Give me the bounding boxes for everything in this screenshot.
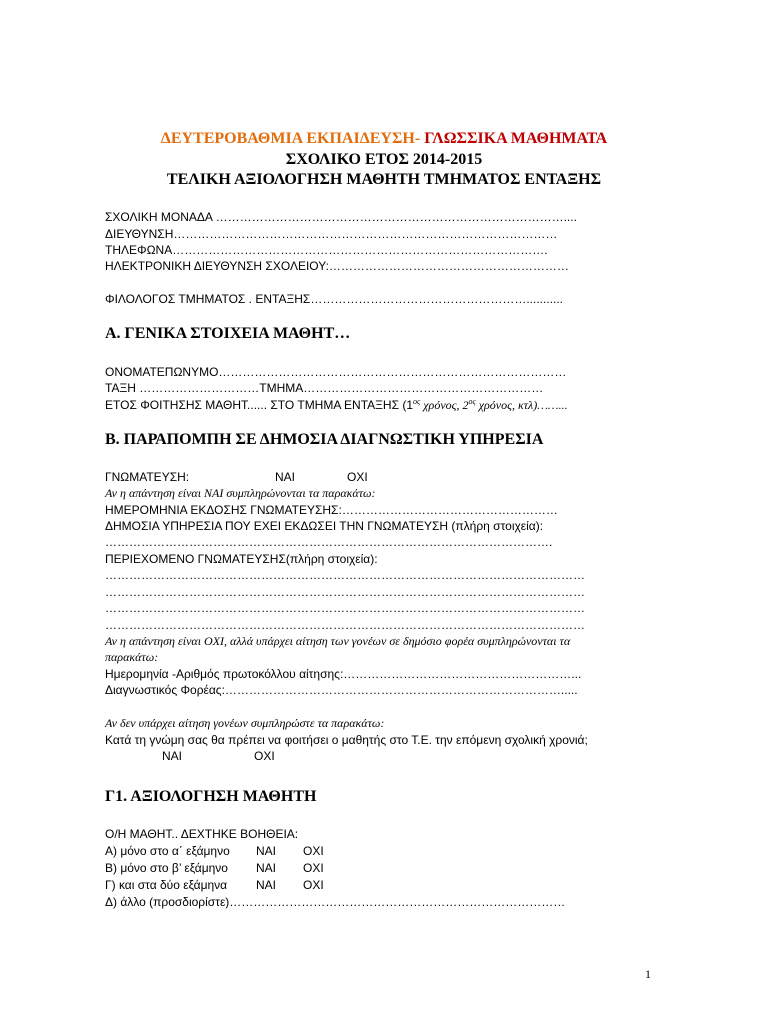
issue-date-field[interactable]: ΗΜΕΡΟΜΗΝΙΑ ΕΚΔΟΣΗΣ ΓΝΩΜΑΤΕΥΣΗΣ:……………………………………………… — [105, 503, 558, 517]
option-c-no[interactable]: ΟΧΙ — [303, 878, 324, 892]
ordinal-suffix-1: ος — [413, 397, 421, 406]
phones-field[interactable]: ΤΗΛΕΦΩΝΑ…………………………………………………………………………………. — [105, 243, 548, 257]
application-field[interactable]: Ημερομηνία -Αριθμός πρωτοκόλλου αίτησης:…………………………………………………... — [105, 667, 582, 681]
diagnosis-content-line-2[interactable]: ………………………………………………………………………………………………………… — [105, 585, 585, 599]
diagnosis-label: ΓΝΩΜΑΤΕΥΣΗ: — [105, 470, 190, 484]
if-no-instruction-line-1: Αν η απάντηση είναι ΟΧΙ, αλλά υπάρχει αίτηση των γονέων σε δημόσιο φορέα συμπληρώνονται τα — [105, 634, 571, 648]
teacher-field[interactable]: ΦΙΛΟΛΟΓΟΣ ΤΜΗΜΑΤΟΣ . ΕΝΤΑΞΗΣ………………………………………………........... — [105, 292, 564, 306]
diagnosis-content-line-1[interactable]: ………………………………………………………………………………………………………… — [105, 568, 585, 582]
class-section-field[interactable]: ΤΑΞΗ …………………………ΤΜΗΜΑ…………………………………………………… — [105, 381, 544, 395]
option-c-yes[interactable]: ΝΑΙ — [256, 878, 277, 892]
attendance-year-mid: χρόνος, 2 — [420, 398, 469, 412]
option-c-label: Γ) και στα δύο εξάμηνα — [105, 878, 228, 892]
school-year-title: ΣΧΟΛΙΚΟ ΕΤΟΣ 2014-2015 — [285, 151, 483, 168]
option-a-no[interactable]: ΟΧΙ — [303, 844, 324, 858]
diagnostic-body-field[interactable]: Διαγνωστικός Φορέας:…………………………………………………………………………..... — [105, 683, 578, 697]
fullname-field[interactable]: ΟΝΟΜΑΤΕΠΩΝΥΜΟ…………………………………………………………………………… — [105, 365, 567, 379]
attendance-year-suffix: χρόνος, κτλ)……... — [475, 398, 568, 412]
option-b-no[interactable]: ΟΧΙ — [303, 861, 324, 875]
page-number: 1 — [645, 967, 651, 981]
section-b-heading: Β. ΠΑΡΑΠΟΜΠΗ ΣΕ ΔΗΜΟΣΙΑ ΔΙΑΓΝΩΣΤΙΚΗ ΥΠΗΡΕΣΙΑ — [105, 431, 544, 448]
option-a-yes[interactable]: ΝΑΙ — [256, 844, 277, 858]
school-unit-field[interactable]: ΣΧΟΛΙΚΗ ΜΟΝΑΔΑ …………………………………………………………………………….... — [105, 210, 577, 224]
ordinal-suffix-2: ος — [468, 397, 476, 406]
diagnosis-no-option[interactable]: ΟΧΙ — [347, 470, 368, 484]
section-a-heading: Α. ΓΕΝΙΚΑ ΣΤΟΙΧΕΙΑ ΜΑΘΗΤ… — [105, 325, 351, 342]
no-application-instruction: Αν δεν υπάρχει αίτηση γονέων συμπληρώστε τα παρακάτω: — [105, 716, 385, 730]
section-g1-heading: Γ1. ΑΞΙΟΛΟΓΗΣΗ ΜΑΘΗΤΗ — [105, 788, 317, 805]
title-part-education: ΔΕΥΤΕΡΟΒΑΘΜΙΑ ΕΚΠΑΙΔΕΥΣΗ- — [160, 130, 421, 147]
school-email-field[interactable]: ΗΛΕΚΤΡΟΝΙΚΗ ΔΙΕΥΘΥΝΣΗ ΣΧΟΛΕΙΟΥ:…………………………………………………… — [105, 259, 569, 273]
if-no-instruction-line-2: παρακάτω: — [105, 650, 159, 664]
diagnosis-content-line-3[interactable]: ………………………………………………………………………………………………………… — [105, 601, 585, 615]
if-yes-instruction: Αν η απάντηση είναι ΝΑΙ συμπληρώνονται τα παρακάτω: — [105, 486, 376, 500]
public-service-field[interactable]: …………………………………………………………………………………………………. — [105, 535, 553, 549]
address-field[interactable]: ΔΙΕΥΘΥΝΣΗ…………………………………………………………………………………… — [105, 227, 558, 241]
diagnosis-content-label: ΠΕΡΙΕΧΟΜΕΝΟ ΓΝΩΜΑΤΕΥΣΗΣ(πλήρη στοιχεία): — [105, 552, 378, 566]
opinion-no-option[interactable]: ΟΧΙ — [254, 749, 275, 763]
public-service-label: ΔΗΜΟΣΙΑ ΥΠΗΡΕΣΙΑ ΠΟΥ ΕΧΕΙ ΕΚΔΩΣΕΙ ΤΗΝ ΓΝΩΜΑΤΕΥΣΗ (πλήρη στοιχεία): — [105, 519, 544, 533]
option-d-field[interactable]: Δ) άλλο (προσδιορίστε)………………………………………………………………………… — [105, 895, 566, 909]
diagnosis-yes-option[interactable]: ΝΑΙ — [275, 470, 296, 484]
opinion-yes-option[interactable]: ΝΑΙ — [162, 749, 183, 763]
option-a-label: Α) μόνο στο α΄ εξάμηνο — [105, 844, 230, 858]
diagnosis-content-line-4[interactable]: ………………………………………………………………………………………………………… — [105, 618, 585, 632]
evaluation-title: ΤΕΛΙΚΗ ΑΞΙΟΛΟΓΗΣΗ ΜΑΘΗΤΗ ΤΜΗΜΑΤΟΣ ΕΝΤΑΞΗΣ — [166, 171, 602, 188]
help-received-label: Ο/Η ΜΑΘΗΤ.. ΔΕΧΤΗΚΕ ΒΟΗΘΕΙΑ: — [105, 827, 299, 841]
attendance-year-prefix: ΕΤΟΣ ΦΟΙΤΗΣΗΣ ΜΑΘΗΤ...... ΣΤΟ ΤΜΗΜΑ ΕΝΤΑΞΗΣ (1 — [105, 398, 414, 412]
option-b-label: Β) μόνο στο β’ εξάμηνο — [105, 861, 228, 875]
option-b-yes[interactable]: ΝΑΙ — [256, 861, 277, 875]
attendance-year-field[interactable] — [105, 397, 568, 413]
title-line-1 — [0, 129, 768, 149]
title-part-subjects: ΓΛΩΣΣΙΚΑ ΜΑΘΗΜΑΤΑ — [420, 130, 608, 147]
opinion-question: Κατά τη γνώμη σας θα πρέπει να φοιτήσει ο μαθητής στο Τ.Ε. την επόμενη σχολική χρονιά; — [105, 733, 588, 747]
